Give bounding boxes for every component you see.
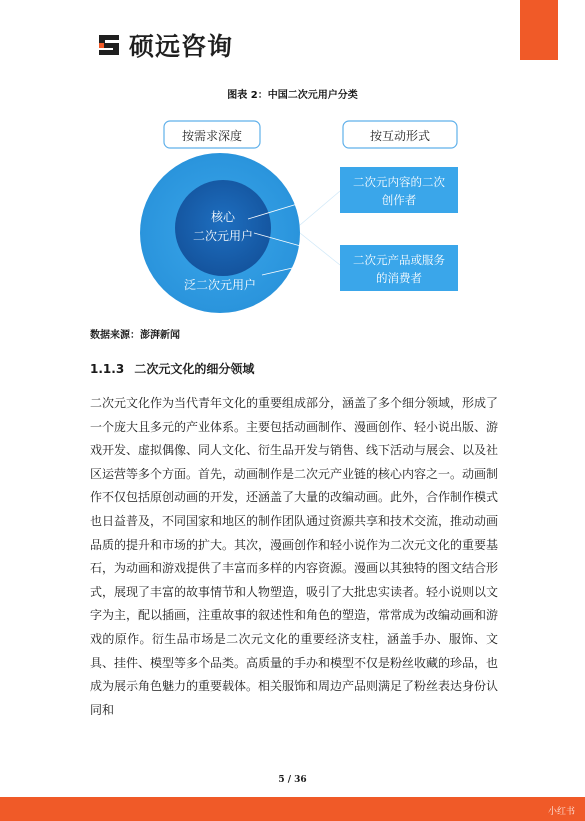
- core-label-line1: 核心: [210, 210, 236, 224]
- brand-logo-icon: [97, 33, 121, 57]
- creator-label-line1: 二次元内容的二次: [353, 175, 445, 189]
- outer-label: 泛二次元用户: [183, 278, 257, 292]
- section-title: 二次元文化的细分领域: [134, 362, 255, 376]
- bottom-accent-bar: [0, 797, 585, 821]
- consumer-label-line2: 的消费者: [376, 271, 422, 285]
- connector-outer-to-creator: [300, 191, 340, 225]
- user-classification-diagram: [140, 115, 470, 320]
- section-heading: [90, 360, 254, 377]
- creator-label-line2: 创作者: [381, 193, 417, 207]
- depth-label: 按需求深度: [181, 129, 243, 143]
- core-user-circle: [175, 180, 271, 276]
- page-number: 5 / 36: [278, 775, 307, 785]
- brand-name: 硕远咨询: [129, 32, 234, 61]
- top-accent-bar: [520, 0, 558, 60]
- consumer-label-line1: 二次元产品或服务: [353, 253, 445, 267]
- figure-caption: 图表 2：中国二次元用户分类: [227, 90, 358, 101]
- source-note: 数据来源：澎湃新闻: [90, 330, 180, 341]
- body-paragraph: 二次元文化作为当代青年文化的重要组成部分，涵盖了多个细分领域，形成了一个庞大且多元的产业体系。主要包括动画制作、漫画创作、轻小说出版、游戏开发、虚拟偶像、同人文化、衍生品开发与销售、线下活动与展会、以及社区运营等多个方面。首先，动画制作是二次元产业链的核心内容之一。动画制作不仅包括原创动画的开发，还涵盖了大量的改编动画。此外，合作制作模式也日益普及，不同国家和地区的制作团队通过资源共享和技术交流，推动动画品质的提升和市场的扩大。其次，漫画创作和轻小说作为二次元文化的重要基石，为动画和游戏提供了丰富而多样的内容资源。漫画以其独特的图文结合形式，展现了丰富的故事情节和人物塑造，吸引了大批忠实读者。轻小说则以文字为主，配以插画，注重故事的叙述性和角色的塑造，常常成为改编动画和游戏的原作。衍生品市场是二次元文化的重要经济支柱，涵盖手办、服饰、文具、挂件、模型等多个品类。高质量的手办和模型不仅是粉丝收藏的珍品，也成为展示角色魅力的重要载体。相关服饰和周边产品则满足了粉丝表达身份认同和: [90, 396, 499, 717]
- interaction-label: 按互动形式: [369, 129, 431, 143]
- core-label-line2: 二次元用户: [192, 229, 254, 243]
- brand-logo: [97, 30, 233, 60]
- watermark: 小红书: [547, 807, 575, 817]
- connector-extra: [300, 233, 340, 265]
- section-number: 1.1.3: [90, 362, 125, 376]
